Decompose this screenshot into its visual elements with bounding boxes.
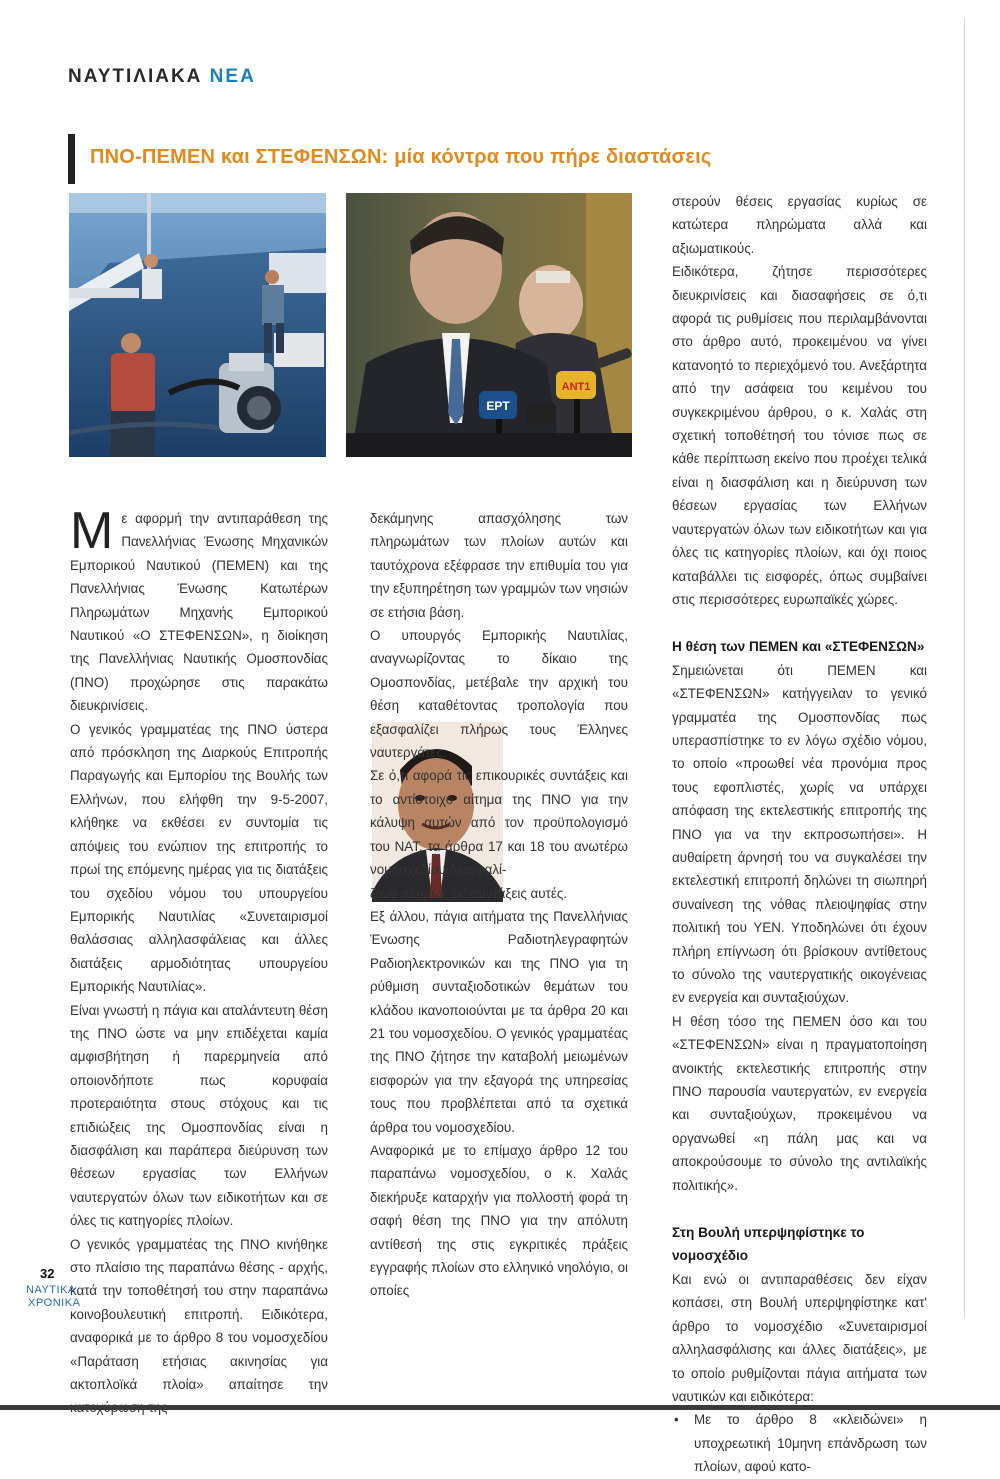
article-column-1 [70,502,328,1420]
col1-paragraph-3: Είναι γνωστή η πάγια και αταλάντευτη θέση της ΠΝΟ ώστε να μην επιδέχεται καμία αμφισβήτηση ή παρερμηνεία από οποιονδήποτε πως κορυφαία προτεραιότητα στους στόχους και τις επιδιώξεις της Ομοσπονδίας είναι η διασφάλιση και παράπερα διεύρυνση των θέσεων εργασίας των Ελλήνων ναυτεργατών όλων των ειδικοτήτων και σε όλες τις κατηγορίες πλοίων. [70,1002,328,1229]
col1-paragraph-4: Ο γενικός γραμματέας της ΠΝΟ κινήθηκε στο πλαίσιο της παραπάνω θέσης - αρχής, κατά την τοποθέτησή του στην παραπάνω κοινοβουλευτική επιτροπή. Ειδικότερα, αναφορικά με το άρθρο 8 του νομοσχεδίου «Παράταση ετήσιας ακινησίας για ακτοπλοϊκά πλοία» απαίτησε την [70,1236,328,1393]
col3-paragraph-4: Η θέση τόσο της ΠΕΜΕΝ όσο και του «ΣΤΕΦΕΝΣΩΝ» είναι η πραγματοποίηση ανοικτής εκτελεστικής επιτροπής στην ΠΝΟ παρουσία ναυτεργατών, εν ενεργεία και συνταξιούχων, προκειμένου να οργανωθεί «η πάλη μας και να αποκρούσουμε το σύνολο της αντιλαϊκής πολιτικής». [672,1013,927,1193]
page-number: 32 [40,1266,55,1281]
article-column-2 [370,507,628,1303]
col3-paragraph-3: Σημειώνεται ότι ΠΕΜΕΝ και «ΣΤΕΦΕΝΣΩΝ» κατήγγειλαν το γενικό γραμματέα της Ομοσπονδίας πως υπερασπίστηκε το εν λόγω σχέδιο νόμου, το οποίο «προωθεί νέα προνόμια προς τους εφοπλιστές, χωρίς να υπάρχει απόφαση της εκτελεστικής επιτροπής της ΠΝΟ για να την εκπροσωπήσει». Η αυθαίρετη άρνησή του να συγκαλέσει την εκτελεστική επιτροπή δηλώνει τη σιωπηρή συναίνεση της νόθας πλειοψηφίας στην πολιτική του ΥΕΝ. Υποδηλώνει ότι έχουν πλήρη επίγνωση ότι βρίσκουν αντίθετους το σύνολο της ναυτεργατικής οικογένειας εν ενεργεία και συνταξιούχων. [672,662,927,1006]
col2-paragraph-1: δεκάμηνης απασχόλησης των πληρωμάτων των πλοίων αυτών και ταυτόχρονα εξέφρασε την επιθυμία του για την εξυπηρέτηση των γραμμών των νησιών σε ετήσια βάση. [370,511,628,620]
subheading-parliament-vote: Στη Βουλή υπερψηφίστηκε το νομοσχέδιο [672,1225,865,1264]
section-header-accent: ΝΕΑ [209,66,256,87]
ship-deck-photo [69,193,326,457]
page-bottom-rule [0,1405,1000,1410]
col3-paragraph-2: Ειδικότερα, ζήτησε περισσότερες διευκρινίσεις και διασαφήσεις σε ό,τι αφορά τις ρυθμίσεις που περιλαμβάνονται στο άρθρο αυτό, προκειμένου να γίνει κατανοητό το περιεχόμενό του. Ανεξάρτητα από την ασάφεια του κειμένου του συγκεκριμένου άρθρου, ο κ. Χαλάς στη σχετική τοποθέτησή του τόνισε πως σε κάθε περίπτωση εκείνο που προέχει τελικά είναι η διασφάλιση και η διεύρυνση των θέσεων εργασίας των Ελλήνων ναυτεργατών όλων των ειδικοτήτων και για όλες τις κατηγορίες πλοίων, και όχι ποιος καταβάλλει τις εισφορές, όπως συμβαίνει στις περισσότερες ευρωπαϊκές χώρες. [672,264,927,607]
mic-label-ert: ΕΡΤ [486,399,510,413]
title-accent-bar [68,134,75,184]
page-edge-line [964,18,965,1318]
col2-paragraph-3-rest: ζουν πλήρως τις συντάξεις αυτές. [370,885,567,901]
col3-paragraph-5: Και ενώ οι αντιπαραθέσεις δεν είχαν κοπάσει, στη Βουλή υπερψηφίστηκε κατ' άρθρο το νομοσχέδιο «Συνεταιρισμοί αλληλασφάλισης και άλλες διατάξεις», με το οποίο ρυθμίζονται πάγια αιτήματα των ναυτικών και ειδικότερα: [672,1271,927,1404]
drop-cap: Μ [70,502,114,560]
col1-paragraph-1-text: ε αφορμή την αντιπαράθεση της Πανελλήνιας Ένωσης Μηχανικών Εμπορικού Ναυτικού (ΠΕΜΕΝ) και της Πανελλήνιας Ένωσης Κατωτέρων Πληρωμάτων Μηχανής Εμπορικού Ναυτικού «Ο ΣΤΕΦΕΝΣΩΝ», η διοίκηση της Πανελλήνιας Ναυτικής Ομοσπονδίας (ΠΝΟ) προχώρησε στις παρακάτω διευκρινίσεις. [70,511,328,714]
section-header-main: ΝΑΥΤΙΛΙΑΚΑ [68,66,203,87]
col2-paragraph-5: Αναφορικά με το επίμαχο άρθρο 12 του παραπάνω νομοσχεδίου, ο κ. Χαλάς διεκήρυξε καταρχήν για πολλοστή φορά τη σαφή θέση της ΠΝΟ για την απόλυτη αντίθεσή της στις εγκριτικές πράξεις εγγραφής πλοίων στο ελληνικό νηολόγιο, οι οποίες [370,1142,628,1299]
col3-spacer-2 [672,1197,927,1221]
press-conference-photo [346,193,632,457]
mic-label-ant1: ΑΝΤ1 [561,381,591,393]
article-title: ΠΝΟ-ΠΕΜΕΝ και ΣΤΕΦΕΝΣΩΝ: μία κόντρα που πήρε διαστάσεις [90,146,712,168]
col1-paragraph-2: Ο γενικός γραμματέας της ΠΝΟ ύστερα από πρόσκληση της Διαρκούς Επιτροπής Παραγωγής και Εμπορίου της Βουλής των Ελλήνων, που ελήφθη την 9-5-2007, κλήθηκε να εκθέσει εν συντομία τις απόψεις του ενώπιον της επιτροπής το πρωί της επόμενης ημέρας για τις διατάξεις του σχεδίου νόμου του υπουργείου Εμπορικής Ναυτιλίας «Συνεταιρισμοί θαλάσσιας αλληλασφάλειας και άλλες διατάξεις αρμοδιότητας υπουργείου Εμπορικής Ναυτιλίας». [70,721,328,995]
list-item: • Με το άρθρο 8 «κλειδώνει» η υποχρεωτική 10μηνη επάνδρωση των πλοίων, αφού κατο- [694,1408,927,1478]
article-column-3 [672,190,927,1479]
col1-paragraph-1 [70,502,328,718]
col3-paragraph-1: στερούν θέσεις εργασίας κυρίως σε κατώτερα πληρώματα αλλά και αξιωματικούς. [672,194,927,256]
section-header [68,66,256,88]
col2-paragraph-4: Εξ άλλου, πάγια αιτήματα της Πανελλήνιας Ένωσης Ραδιοτηλεγραφητών Ραδιοηλεκτρονικών και της ΠΝΟ για τη ρύθμιση συνταξιοδοτικών θεμάτων του κλάδου ικανοποιούνται με τα άρθρα 20 και 21 του νομοσχεδίου. Ο γενικός γραμματέας της ΠΝΟ ζήτησε την καταβολή μειωμένων εισφορών για την εξαγορά της υπηρεσίας τους που προβλέπεται από τα σχετικά άρθρα του νομοσχεδίου. [370,908,628,1135]
provisions-list [672,1408,927,1478]
col3-spacer-1 [672,611,927,635]
col2-paragraph-2: Ο υπουργός Εμπορικής Ναυτιλίας, αναγνωρίζοντας το δίκαιο της Ομοσπονδίας, μετέβαλε την αρχική του θέση καταθέτοντας τροπολογία που εξασφαλίζει πλήρως τους Έλληνες ναυτεργάτες. [370,628,628,761]
col2-paragraph-3-wrapped: Σε ό,τι αφορά τις επικουρικές συντάξεις και το αντίστοιχο αίτημα της ΠΝΟ για την κάλυψη αυτών από τον προϋπολογισμό του ΝΑΤ, τα άρθρα 17 και 18 του ανωτέρω νομοσχεδίου διασφαλί- [370,768,628,878]
magazine-name-line-2: ΧΡΟΝΙΚΑ [28,1297,81,1309]
magazine-name-line-1: ΝΑΥΤΙΚΑ [26,1284,76,1296]
subheading-pemen-stefenson: Η θέση των ΠΕΜΕΝ και «ΣΤΕΦΕΝΣΩΝ» [672,639,925,655]
